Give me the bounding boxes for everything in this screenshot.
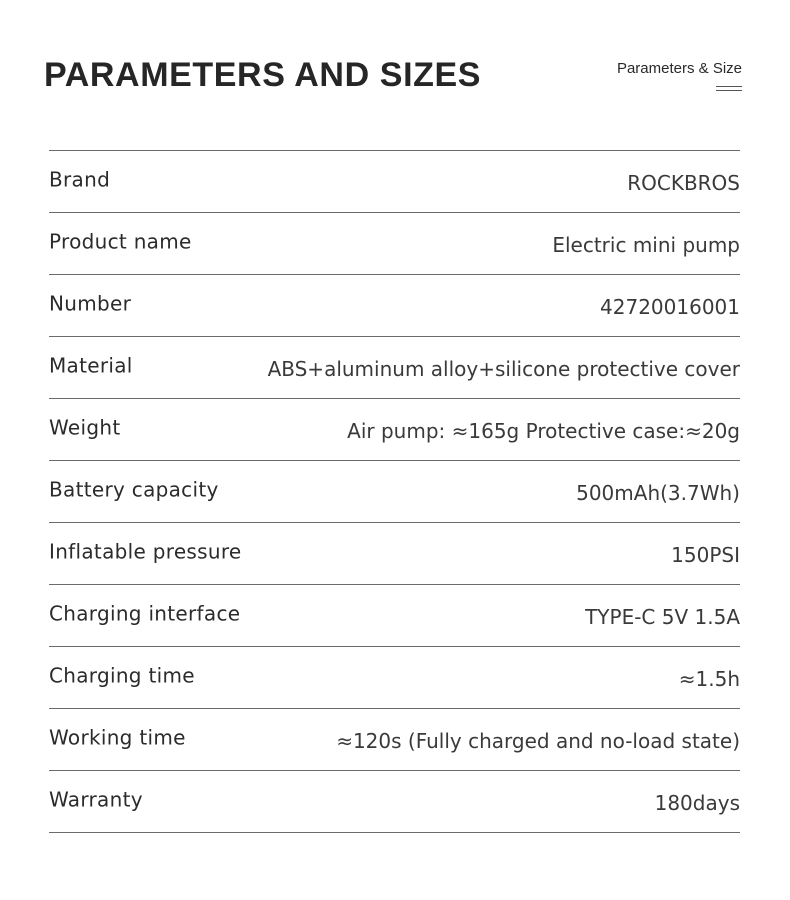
param-row-working-time: [49, 709, 740, 771]
param-value: ABS+aluminum alloy+silicone protective cover: [267, 356, 740, 381]
decor-line: [716, 90, 742, 91]
param-label: Product name: [49, 229, 192, 254]
param-row-warranty: [49, 771, 740, 833]
param-value: Electric mini pump: [552, 232, 740, 257]
param-row-number: [49, 275, 740, 337]
param-value: ROCKBROS: [627, 170, 740, 195]
param-label: Number: [49, 291, 132, 316]
param-row-charging-interface: [49, 585, 740, 647]
param-value: 500mAh(3.7Wh): [576, 480, 740, 505]
param-value: 42720016001: [600, 294, 740, 319]
param-row-material: [49, 337, 740, 399]
param-label: Working time: [49, 725, 186, 750]
param-row-battery-capacity: [49, 461, 740, 523]
subtitle-block: [617, 60, 742, 78]
page-title: PARAMETERS AND SIZES: [44, 56, 482, 94]
param-row-brand: [49, 151, 740, 213]
param-value: ≈120s (Fully charged and no-load state): [336, 728, 740, 753]
param-label: Warranty: [49, 787, 143, 812]
param-label: Charging interface: [49, 601, 241, 626]
page-subtitle: Parameters & Size: [616, 60, 742, 77]
param-label: Brand: [49, 167, 111, 192]
param-value: Air pump: ≈165g Protective case:≈20g: [347, 418, 740, 443]
param-value: 150PSI: [671, 542, 740, 567]
param-label: Charging time: [49, 663, 195, 688]
decor-line: [716, 86, 742, 87]
param-row-inflatable-pressure: [49, 523, 740, 585]
subtitle-lines-decoration: [716, 86, 742, 94]
param-value: ≈1.5h: [678, 666, 740, 691]
param-row-weight: [49, 399, 740, 461]
param-label: Material: [49, 353, 133, 378]
param-row-product-name: [49, 213, 740, 275]
param-label: Battery capacity: [49, 477, 219, 502]
param-label: Weight: [49, 415, 121, 440]
param-value: 180days: [654, 790, 740, 815]
param-row-charging-time: [49, 647, 740, 709]
parameters-table: [49, 150, 740, 833]
param-value: TYPE-C 5V 1.5A: [585, 604, 740, 629]
param-label: Inflatable pressure: [49, 539, 242, 564]
